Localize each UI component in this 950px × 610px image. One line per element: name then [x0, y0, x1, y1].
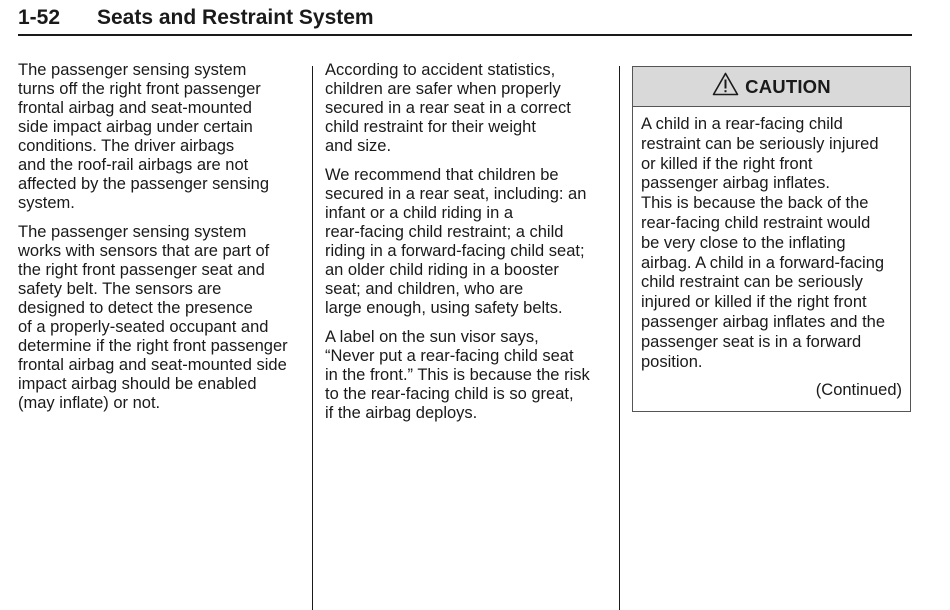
paragraph: [325, 166, 610, 318]
text-line: child restraint for their weight: [325, 118, 536, 136]
text-line: airbag. A child in a forward-facing: [641, 253, 885, 272]
text-line: (may inflate) or not.: [18, 394, 161, 412]
text-line: infant or a child riding in a: [325, 204, 514, 222]
text-line: A label on the sun visor says,: [325, 328, 539, 346]
text-line: safety belt. The sensors are: [18, 280, 222, 298]
text-column-middle: [325, 61, 610, 433]
text-line: frontal airbag and seat-mounted: [18, 99, 252, 117]
text-line: injured or killed if the right front: [641, 293, 867, 312]
text-line: passenger airbag inflates.: [641, 174, 830, 193]
text-line: secured in a rear seat in a correct: [325, 99, 571, 117]
text-line: of a properly-seated occupant and: [18, 318, 269, 336]
text-line: children are safer when properly: [325, 80, 561, 98]
text-line: large enough, using safety belts.: [325, 299, 563, 317]
text-line: if the airbag deploys.: [325, 404, 478, 422]
text-line: frontal airbag and seat-mounted side: [18, 356, 287, 374]
text-line: position.: [641, 352, 703, 371]
caution-label: CAUTION: [745, 75, 831, 97]
text-line: and the roof-rail airbags are not: [18, 156, 249, 174]
text-line: impact airbag should be enabled: [18, 375, 257, 393]
column-divider: [619, 66, 620, 610]
text-line: rear-facing child restraint; a child: [325, 223, 564, 241]
text-line: seat; and children, who are: [325, 280, 524, 298]
text-line: the right front passenger seat and: [18, 261, 265, 279]
text-line: A child in a rear-facing child: [641, 115, 843, 133]
text-line: conditions. The driver airbags: [18, 137, 235, 155]
text-line: restraint can be seriously injured: [641, 134, 879, 153]
text-line: riding in a forward-facing child seat;: [325, 242, 585, 260]
text-line: and size.: [325, 137, 392, 155]
text-line: “Never put a rear-facing child seat: [325, 347, 574, 365]
section-title: Seats and Restraint System: [97, 6, 374, 29]
text-line: system.: [18, 194, 75, 212]
text-column-left: [18, 61, 303, 423]
text-line: designed to detect the presence: [18, 299, 253, 317]
text-line: to the rear-facing child is so great,: [325, 385, 574, 403]
text-line: rear-facing child restraint would: [641, 213, 871, 232]
text-line: The passenger sensing system: [18, 61, 247, 79]
text-line: The passenger sensing system: [18, 223, 247, 241]
caution-box: [632, 66, 911, 412]
caution-text: [633, 107, 910, 401]
caution-header: [633, 67, 910, 107]
text-line: turns off the right front passenger: [18, 80, 261, 98]
paragraph: [325, 328, 610, 423]
paragraph: [325, 61, 610, 156]
text-line: affected by the passenger sensing: [18, 175, 270, 193]
paragraph: [18, 61, 303, 213]
page-number: 1-52: [18, 6, 61, 29]
warning-triangle-icon: [712, 72, 739, 96]
text-line: determine if the right front passenger: [18, 337, 288, 355]
column-divider: [312, 66, 313, 610]
text-line: in the front.” This is because the risk: [325, 366, 590, 384]
text-line: passenger airbag inflates and the: [641, 312, 886, 331]
text-line: an older child riding in a booster: [325, 261, 559, 279]
text-line: side impact airbag under certain: [18, 118, 253, 136]
page-header: [18, 6, 912, 36]
paragraph: [18, 223, 303, 413]
continued-note: (Continued): [815, 381, 902, 400]
text-line: child restraint can be seriously: [641, 273, 863, 292]
text-line: We recommend that children be: [325, 166, 559, 184]
text-line: According to accident statistics,: [325, 61, 556, 79]
text-line: works with sensors that are part of: [18, 242, 270, 260]
text-line: This is because the back of the: [641, 194, 869, 213]
text-line: or killed if the right front: [641, 154, 813, 173]
text-line: secured in a rear seat, including: an: [325, 185, 587, 203]
text-line: be very close to the inflating: [641, 233, 846, 252]
text-line: passenger seat is in a forward: [641, 332, 862, 351]
